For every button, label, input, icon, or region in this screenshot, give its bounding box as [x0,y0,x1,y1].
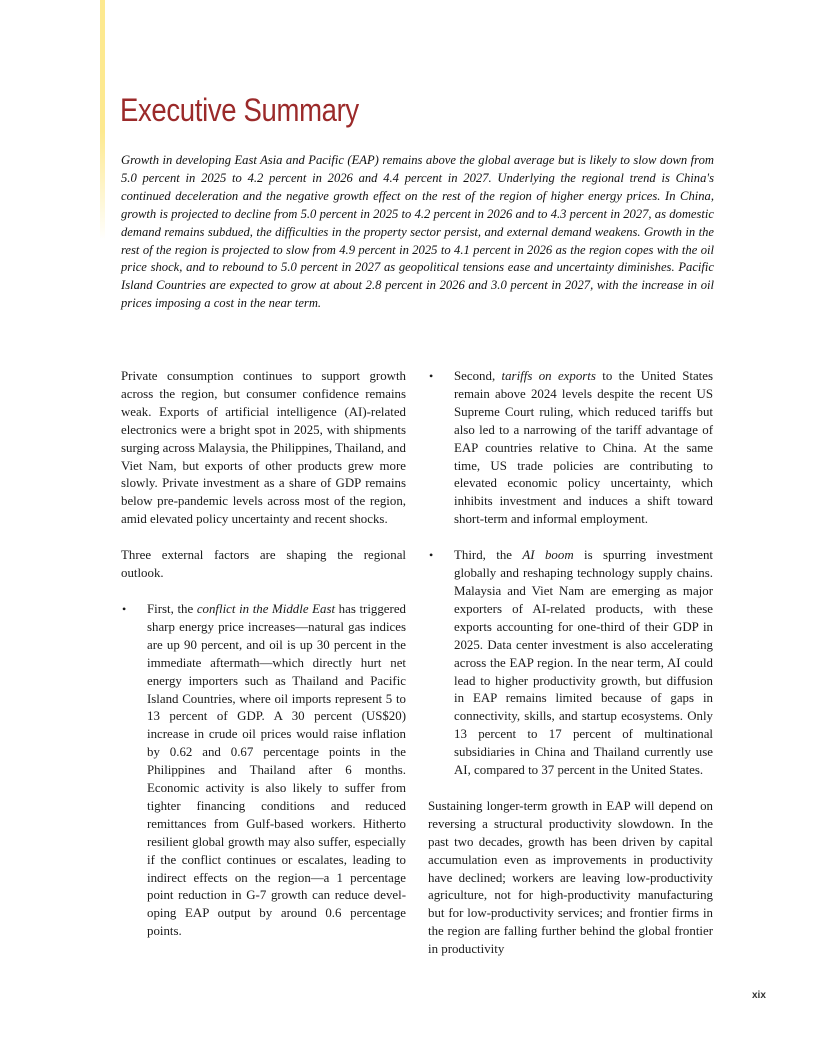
bullet-item-ai-boom [428,547,713,780]
body-paragraph-productivity: Sustaining longer-term growth in EAP will depend on reversing a structural productivity slowdown. In the past two decades, growth has been driven by capital accumulation even as improvements in productivity have declined; workers are leaving low-productivity agriculture, not for high-productivity manufacturing but for low-productivity services; and frontier firms in the region are falling further behind the global frontier in productivity [428,798,713,957]
bullet-text: is spurring investment globally and reshaping technology supply chains. Malaysia and Viet Nam are emerging as major exporters of AI-related products, with these exports accounting for one-third of their GDP in 2025. Data center investment is also accelerating across the EAP region. In the near term, AI could lead to higher productivity growth, but diffusion in EAP remains limited because of gaps in connectivity, skills, and startup ecosystems. Only 13 percent to 17 percent of multinational subsidiaries in China and Thailand currently use AI, compared to 37 percent in the United States. [454,548,713,778]
right-column [428,368,713,977]
bullet-lead: Second, [454,369,502,383]
page-number: xix [752,990,766,1001]
page-title: Executive Summary [120,92,359,128]
summary-paragraph: Growth in developing East Asia and Pacific (EAP) remains above the global average but is likely to slow down from 5.0 percent in 2025 to 4.2 percent in 2026 and 4.4 percent in 2027. Underlying the regional trend is China's continued deceleration and the negative growth effect on the rest of the region of higher energy prices. In China, growth is projected to decline from 5.0 percent in 2025 to 4.2 percent in 2026 and to 4.3 percent in 2027, as domestic demand remains subdued, the difficulties in the property sector persist, and external demand weakens. Growth in the rest of the region is projected to slow from 4.9 percent in 2025 to 4.1 percent in 2026 as the region copes with the oil price shock, and to rebound to 5.0 percent in 2027 as geopolitical tensions ease and uncertainty diminishes. Pacific Island Countries are expected to grow at about 2.8 percent in 2026 and 3.0 percent in 2027, with the increase in oil prices imposing a cost in the near term. [121,153,714,311]
bullet-icon: • [429,548,434,563]
bullet-lead: Third, the [454,548,523,563]
bullet-emphasis: AI boom [522,548,574,563]
bullet-icon: • [429,369,434,383]
bullet-item-middle-east [121,601,406,941]
bullet-lead: First, the [147,601,197,616]
bullet-emphasis: tariffs on exports [501,369,596,383]
body-paragraph-external-factors: Three external factors are shaping the regional outlook. [121,548,406,581]
bullet-text: to the United States remain above 2024 levels despite the recent US Supreme Court ruling, which reduced tariffs but also led to a narrowing of the tariff advantage of EAP countries relative to China. At the same time, US trade policies are contributing to elevated economic policy uncertainty, which inhibits investment and induces a shift toward short-term and informal employment. [454,369,713,527]
bullet-emphasis: conflict in the Middle East [196,601,336,616]
bullet-icon: • [122,601,127,616]
bullet-text: has triggered sharp energy price increases—natural gas indices are up 90 percent, and oil is up 30 percent in the immediate aftermath—which directly hurt net energy importers such as Thailand and Pacific Island Countries, where oil imports represent 5 to 13 percent of GDP. A 30 percent (US$20) increase in crude oil prices would raise inflation by 0.62 and 0.67 percentage points in the Philippines and Thailand after 6 months. Economic activity is also likely to suffer from tighter financing conditions and reduced remittances from Gulf-based workers. Hitherto resilient global growth may also suffer, especially if the conflict continues or escalates, leading to indirect effects on the region—a 1 percentage point reduction in G-7 growth can reduce developing EAP output by around 0.6 percentage points. [147,601,406,939]
left-column [121,368,406,959]
accent-bar [100,0,105,240]
bullet-item-tariffs [428,368,713,529]
body-paragraph-consumption: Private consumption continues to support growth across the region, but consumer confidence remains weak. Exports of artificial intelligence (AI)-related electronics were a bright spot in 2025, with shipments surging across Malaysia, the Philippines, Thailand, and Viet Nam, but exports of other products grew more slowly. Private investment as a share of GDP remains below pre-pandemic levels across most of the region, amid elevated policy uncertainty and recent shocks. [121,369,406,527]
